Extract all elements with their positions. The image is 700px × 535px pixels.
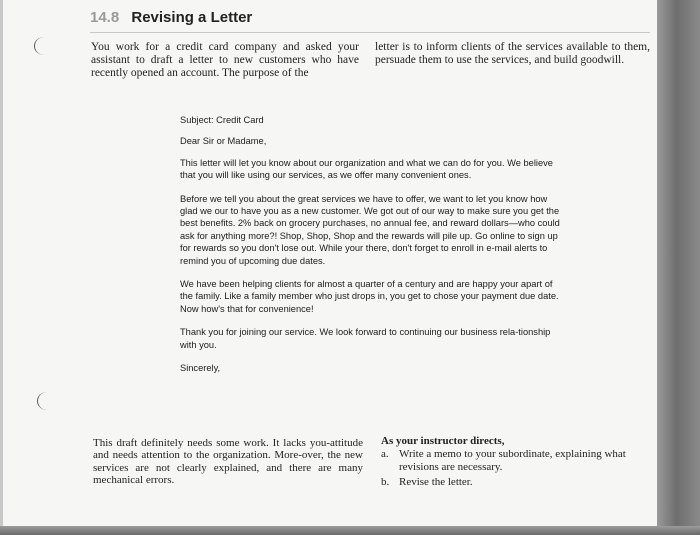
intro-column-left: You work for a credit card company and asked your assistant to draft a letter to new customers who have recently opened an account. The purpose of the	[91, 41, 359, 79]
intro-column-right: letter is to inform clients of the services available to them, persuade them to use the services, and build goodwill.	[375, 41, 650, 66]
list-marker: a.	[381, 448, 389, 461]
list-item-text: Revise the letter.	[399, 476, 473, 489]
section-title: Revising a Letter	[131, 9, 253, 26]
page-edge	[0, 0, 3, 535]
section-number: 14.8	[90, 9, 120, 26]
binding-shadow	[657, 0, 700, 535]
letter-paragraph: We have been helping clients for almost a quarter of a century and are happy your apart of the family. Like a family member who just drops in, you get to chose your payment due date. Now how's that for convenience!	[180, 279, 559, 314]
letter-closing: Sincerely,	[180, 363, 221, 374]
critique-text: This draft definitely needs some work. It lacks you-attitude and needs attention to the organization. More-over, the new services are not clearly explained, and there are many mechanical errors.	[93, 437, 363, 487]
pencil-mark-bottom	[37, 392, 48, 410]
list-item	[381, 448, 651, 473]
instructions	[381, 435, 651, 492]
letter-paragraph: Before we tell you about the great services we have to offer, we want to let you know how glad we our to have you as a new customer. We got out of our way to make sure you get the best benefits. 2% back on grocery purchases, no annual fee, and reward dollars—who could ask for anything more?! Shop, Shop, Shop and the rewards will pile up. Go online to sign up for rewards so you don't lose out. While your there, don't forget to enroll in e-mail alerts to remind you of upcoming due dates.	[180, 193, 560, 266]
letter-paragraph: Thank you for joining our service. We look forward to continuing our business rela-tionship with you.	[180, 327, 551, 350]
letter-salutation: Dear Sir or Madame,	[180, 136, 267, 147]
bottom-shadow	[0, 526, 700, 535]
list-item	[381, 476, 651, 488]
instructions-heading: As your instructor directs,	[381, 435, 505, 447]
pencil-mark-top	[34, 37, 45, 55]
header-rule	[90, 32, 650, 33]
letter-paragraph: This letter will let you know about our organization and what we can do for you. We believe that you will like using our services, as we offer many convenient ones.	[180, 157, 553, 181]
list-item-text: Write a memo to your subordinate, explaining what revisions are necessary.	[399, 448, 626, 473]
draft-letter	[180, 114, 565, 375]
section-header	[90, 9, 252, 26]
letter-subject: Subject: Credit Card	[180, 115, 264, 125]
list-marker: b.	[381, 476, 390, 489]
